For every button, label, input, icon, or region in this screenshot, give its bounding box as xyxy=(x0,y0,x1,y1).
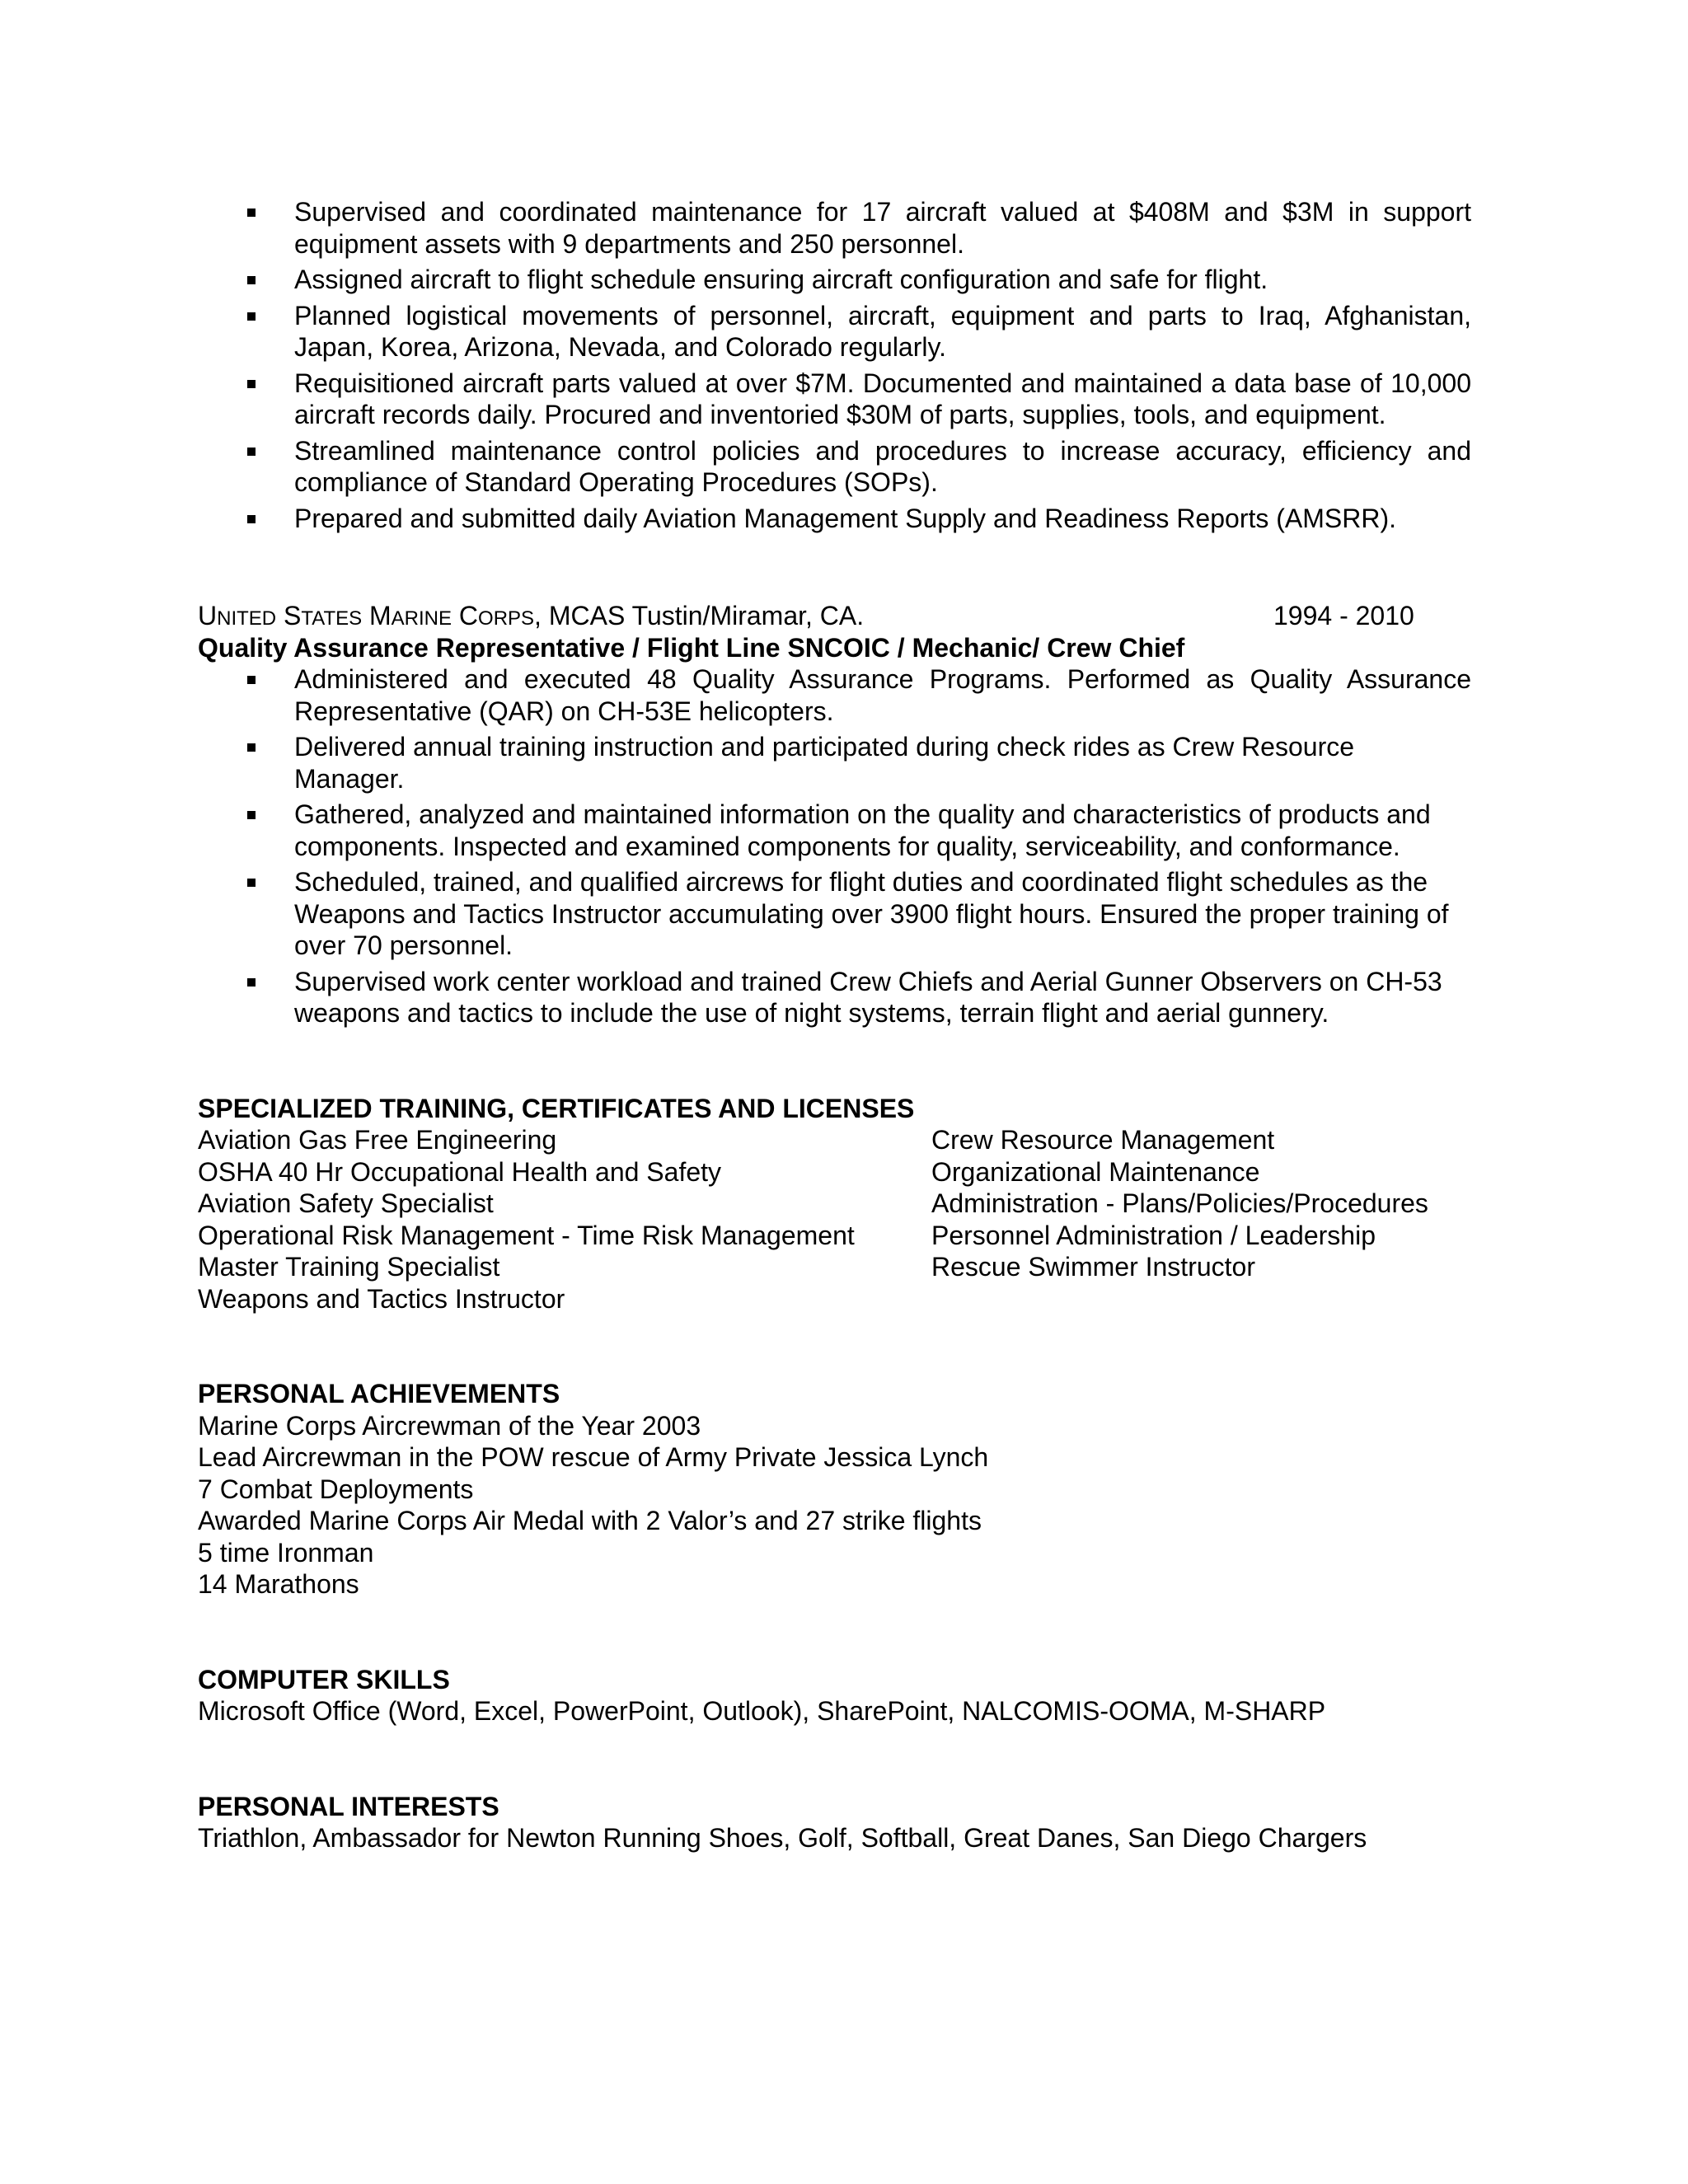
bullet-text: Assigned aircraft to flight schedule ensuring aircraft configuration and safe for flight. xyxy=(294,265,1268,294)
computer-skills-heading: COMPUTER SKILLS xyxy=(198,1664,450,1694)
bullet-text: Requisitioned aircraft parts valued at over $7M. Documented and maintained a data base of 10,000 aircraft records daily. Procured and inventoried $30M of parts, supplies, tools, and equipment. xyxy=(294,368,1471,429)
bullet-square-icon xyxy=(247,811,256,819)
job-header xyxy=(198,600,1471,632)
bullet-square-icon xyxy=(247,879,256,887)
bullet-text: Supervised work center workload and trained Crew Chiefs and Aerial Gunner Observers on CH-53 weapons and tactics to include the use of night systems, terrain flight and aerial gunnery. xyxy=(294,966,1442,1028)
list-item: 7 Combat Deployments xyxy=(198,1474,474,1504)
list-item: Awarded Marine Corps Air Medal with 2 Valor’s and 27 strike flights xyxy=(198,1506,982,1535)
training-left-column xyxy=(198,1124,855,1315)
bullet-square-icon xyxy=(247,312,256,321)
bullet-square-icon xyxy=(247,276,256,284)
list-item: Master Training Specialist xyxy=(198,1252,500,1282)
bullet-square-icon xyxy=(247,380,256,388)
bullet-square-icon xyxy=(247,209,256,217)
list-item xyxy=(198,663,1471,727)
list-item xyxy=(198,300,1471,363)
bullet-text: Gathered, analyzed and maintained information on the quality and characteristics of products and components. Inspected and examined components for quality, serviceability, and conformance. xyxy=(294,799,1431,861)
list-item xyxy=(198,799,1471,862)
list-item: Administration - Plans/Policies/Procedures xyxy=(931,1188,1428,1218)
training-heading: SPECIALIZED TRAINING, CERTIFICATES AND LICENSES xyxy=(198,1093,915,1123)
bullet-square-icon xyxy=(247,448,256,456)
bullet-text: Prepared and submitted daily Aviation Management Supply and Readiness Reports (AMSRR). xyxy=(294,503,1397,533)
job-bullets xyxy=(198,663,1471,1029)
list-item: Personnel Administration / Leadership xyxy=(931,1220,1376,1250)
job-title: Quality Assurance Representative / Flight Line SNCOIC / Mechanic/ Crew Chief xyxy=(198,632,1185,663)
list-item: 5 time Ironman xyxy=(198,1537,374,1568)
bullet-text: Streamlined maintenance control policies and procedures to increase accuracy, efficiency and compliance of Standard Operating Procedures (SOPs). xyxy=(294,435,1471,497)
list-item: Aviation Gas Free Engineering xyxy=(198,1125,557,1155)
list-item xyxy=(198,264,1471,296)
list-item xyxy=(198,966,1471,1029)
job-dates: 1994 - 2010 xyxy=(1273,601,1414,630)
training-right-column xyxy=(931,1124,1428,1283)
list-item: 14 Marathons xyxy=(198,1569,359,1599)
list-item xyxy=(198,368,1471,431)
list-item: Marine Corps Aircrewman of the Year 2003 xyxy=(198,1410,701,1441)
job-location: , MCAS Tustin/Miramar, CA. xyxy=(534,601,865,630)
list-item: Rescue Swimmer Instructor xyxy=(931,1252,1255,1282)
previous-job-bullets xyxy=(198,196,1471,534)
bullet-text: Planned logistical movements of personnel, aircraft, equipment and parts to Iraq, Afghanistan, Japan, Korea, Arizona, Nevada, and Colorado regularly. xyxy=(294,300,1471,362)
bullet-square-icon xyxy=(247,743,256,752)
computer-skills-text: Microsoft Office (Word, Excel, PowerPoint, Outlook), SharePoint, NALCOMIS-OOMA, M-SHARP xyxy=(198,1696,1326,1726)
list-item xyxy=(198,435,1471,499)
list-item: Weapons and Tactics Instructor xyxy=(198,1283,565,1314)
employer-name: UNITED STATES MARINE CORPS xyxy=(198,601,535,630)
list-item xyxy=(198,503,1471,535)
list-item xyxy=(198,731,1471,794)
list-item: OSHA 40 Hr Occupational Health and Safety xyxy=(198,1156,722,1187)
bullet-square-icon xyxy=(247,515,256,523)
list-item: Crew Resource Management xyxy=(931,1125,1275,1155)
interests-text: Triathlon, Ambassador for Newton Running Shoes, Golf, Softball, Great Danes, San Diego Chargers xyxy=(198,1823,1367,1853)
list-item xyxy=(198,196,1471,260)
interests-heading: PERSONAL INTERESTS xyxy=(198,1791,499,1821)
list-item: Operational Risk Management - Time Risk Management xyxy=(198,1220,855,1250)
bullet-text: Administered and executed 48 Quality Assurance Programs. Performed as Quality Assurance Representative (QAR) on CH-53E helicopters. xyxy=(294,664,1471,726)
training-columns xyxy=(198,1124,1471,1315)
list-item: Aviation Safety Specialist xyxy=(198,1188,494,1218)
bullet-square-icon xyxy=(247,978,256,987)
list-item xyxy=(198,866,1471,962)
achievements-heading: PERSONAL ACHIEVEMENTS xyxy=(198,1379,560,1408)
bullet-text: Delivered annual training instruction and participated during check rides as Crew Resource Manager. xyxy=(294,732,1355,794)
list-item: Lead Aircrewman in the POW rescue of Army Private Jessica Lynch xyxy=(198,1442,989,1472)
bullet-square-icon xyxy=(247,676,256,684)
bullet-text: Supervised and coordinated maintenance for 17 aircraft valued at $408M and $3M in support equipment assets with 9 departments and 250 personnel. xyxy=(294,197,1471,259)
list-item: Organizational Maintenance xyxy=(931,1156,1260,1187)
bullet-text: Scheduled, trained, and qualified aircrews for flight duties and coordinated flight schedules as the Weapons and Tactics Instructor accumulating over 3900 flight hours. Ensured the proper training of over 70 personnel. xyxy=(294,867,1449,960)
resume-content xyxy=(198,196,1471,1854)
